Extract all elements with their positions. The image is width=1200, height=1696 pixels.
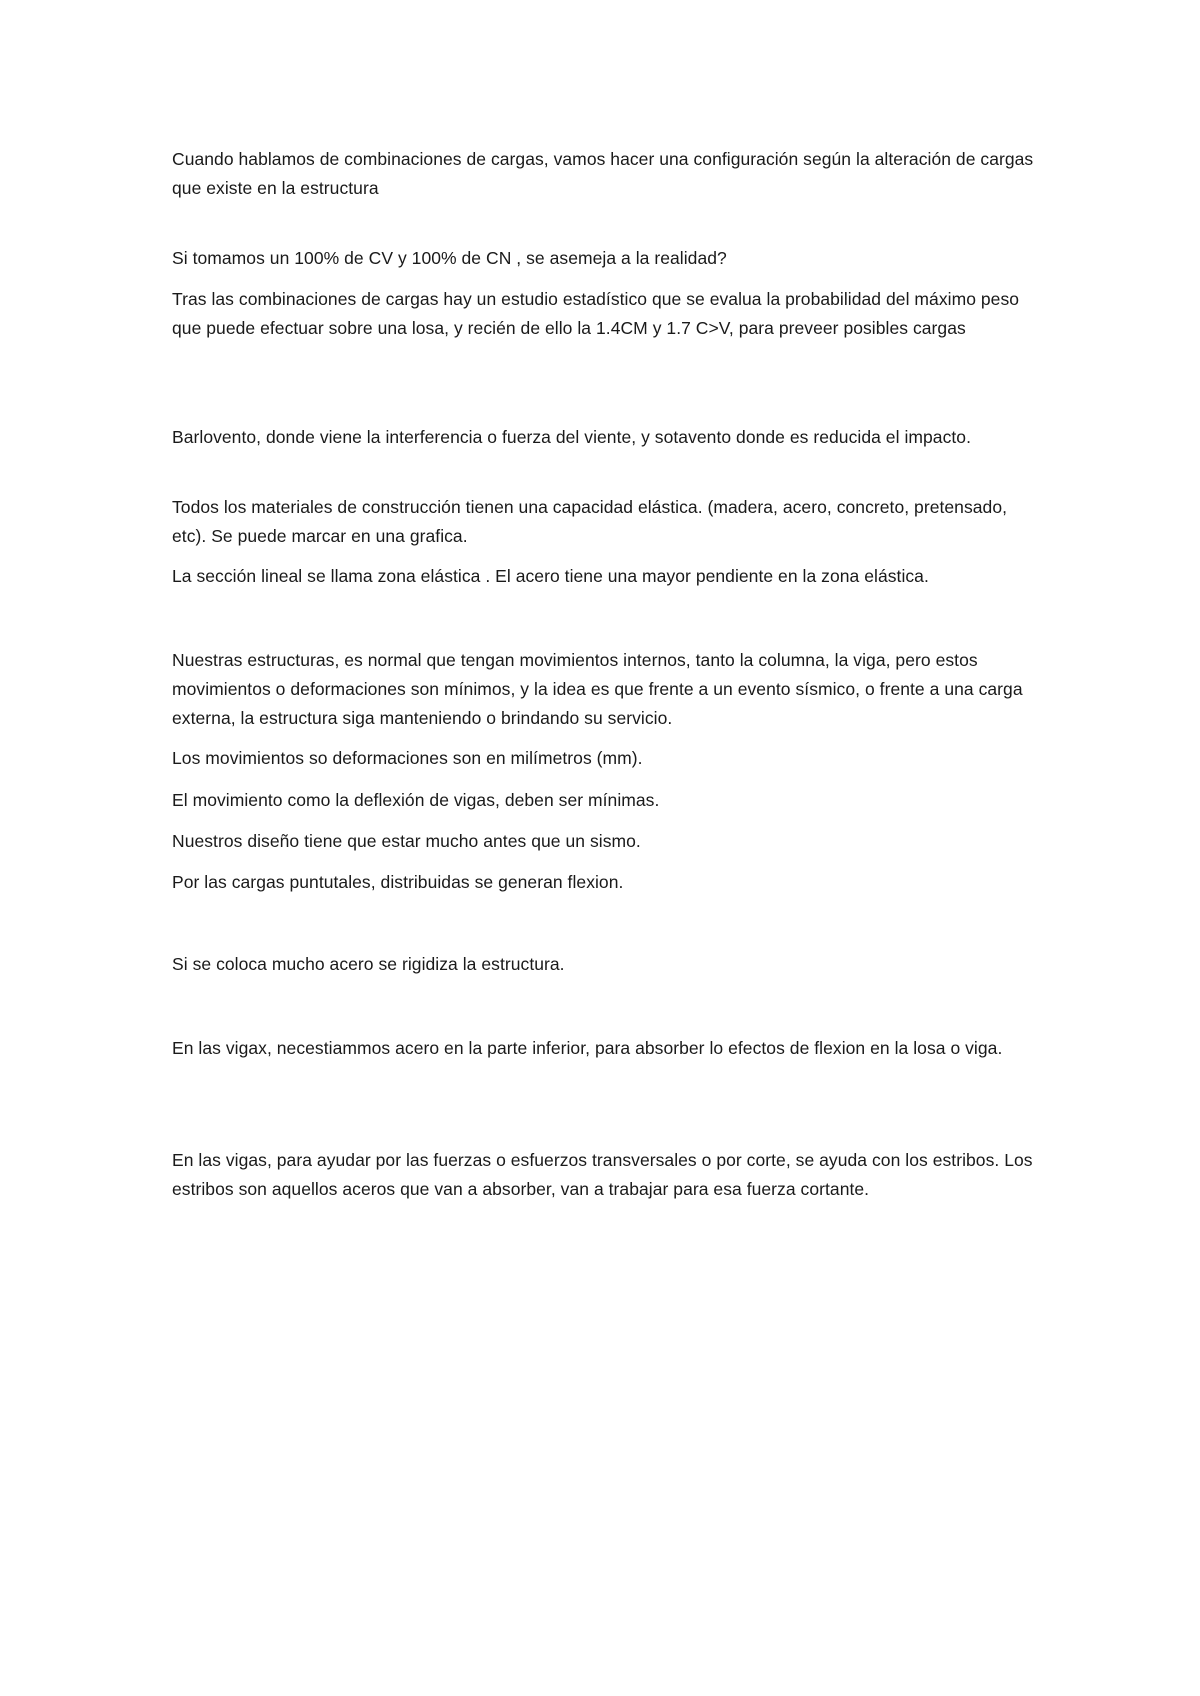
paragraph-estudio-estadistico: Tras las combinaciones de cargas hay un estudio estadístico que se evalua la probabilidad del máximo peso que puede efectuar sobre una losa, y recién de ello la 1.4CM y 1.7 C>V, para preveer posibles cargas (172, 289, 1020, 338)
paragraph-diseno-sismo: Nuestros diseño tiene que estar mucho antes que un sismo. (172, 831, 641, 851)
paragraph-zona-elastica: La sección lineal se llama zona elástica . El acero tiene una mayor pendiente en la zona elástica. (172, 566, 929, 586)
paragraph-cargas-puntuales: Por las cargas puntutales, distribuidas se generan flexion. (172, 872, 624, 892)
paragraph-deflexion: El movimiento como la deflexión de vigas, deben ser mínimas. (172, 790, 660, 810)
paragraph-milimetros: Los movimientos so deformaciones son en milímetros (mm). (172, 748, 643, 768)
paragraph-barlovento: Barlovento, donde viene la interferencia o fuerza del viente, y sotavento donde es reducida el impacto. (172, 427, 971, 447)
paragraph-load-combinations: Cuando hablamos de combinaciones de cargas, vamos hacer una configuración según la alteración de cargas que existe en la estructura (172, 149, 1034, 198)
paragraph-movimientos-internos: Nuestras estructuras, es normal que tengan movimientos internos, tanto la columna, la viga, pero estos movimientos o deformaciones son mínimos, y la idea es que frente a un evento sísmico, o frente a una carga externa, la estructura siga manteniendo o brindando su servicio. (172, 650, 1023, 728)
paragraph-acero-inferior: En las vigax, necestiammos acero en la parte inferior, para absorber lo efectos de flexion en la losa o viga. (172, 1038, 1003, 1058)
paragraph-question-realidad: Si tomamos un 100% de CV y 100% de CN , se asemeja a la realidad? (172, 248, 727, 268)
paragraph-rigidiza: Si se coloca mucho acero se rigidiza la estructura. (172, 954, 565, 974)
paragraph-estribos: En las vigas, para ayudar por las fuerzas o esfuerzos transversales o por corte, se ayuda con los estribos. Los estribos son aquellos aceros que van a absorber, van a trabajar para esa fuerza cortante. (172, 1150, 1033, 1199)
paragraph-capacidad-elastica: Todos los materiales de construcción tienen una capacidad elástica. (madera, acero, concreto, pretensado, etc). Se puede marcar en una grafica. (172, 497, 1008, 546)
